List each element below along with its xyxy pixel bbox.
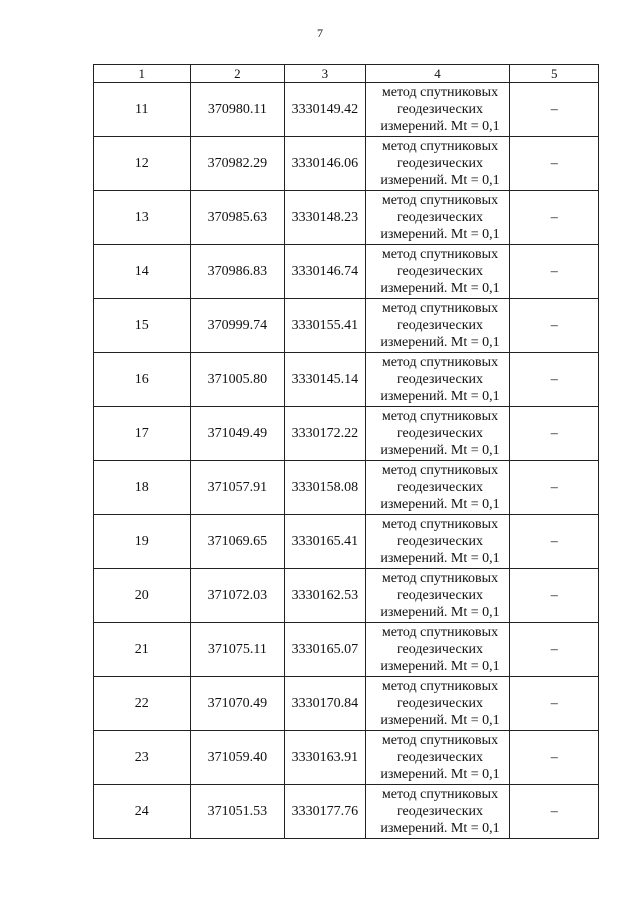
method-cell [365,515,510,569]
table-row [94,731,599,785]
method-line-1: метод спутниковых [381,679,499,694]
y-coordinate-cell: 3330165.41 [285,515,365,569]
x-coordinate-cell: 371005.80 [190,353,285,407]
x-coordinate-cell: 371051.53 [190,785,285,839]
method-cell [365,353,510,407]
method-line-3: измерений. Mt = 0,1 [380,767,500,782]
x-coordinate-cell: 371072.03 [190,569,285,623]
method-line-2: геодезических [397,264,484,279]
x-coordinate-cell: 371069.65 [190,515,285,569]
method-line-3: измерений. Mt = 0,1 [380,713,500,728]
method-line-3: измерений. Mt = 0,1 [380,389,500,404]
x-coordinate-cell: 370986.83 [190,245,285,299]
y-coordinate-cell: 3330155.41 [285,299,365,353]
method-line-3: измерений. Mt = 0,1 [380,605,500,620]
page-number: 7 [317,26,323,40]
method-cell [365,137,510,191]
table-row [94,83,599,137]
y-coordinate-cell: 3330146.74 [285,245,365,299]
note-cell: – [510,515,599,569]
x-coordinate-cell: 370985.63 [190,191,285,245]
method-line-1: метод спутниковых [381,571,499,586]
point-number-cell: 13 [94,191,191,245]
x-coordinate-cell: 371057.91 [190,461,285,515]
x-coordinate-cell: 371075.11 [190,623,285,677]
point-number-cell: 15 [94,299,191,353]
point-number-cell: 22 [94,677,191,731]
note-cell: – [510,137,599,191]
point-number-cell: 24 [94,785,191,839]
table-row [94,623,599,677]
method-cell [365,785,510,839]
table-row [94,461,599,515]
method-line-3: измерений. Mt = 0,1 [380,659,500,674]
method-cell [365,731,510,785]
table-body [94,83,599,839]
header-row [94,65,599,83]
method-cell [365,569,510,623]
method-line-1: метод спутниковых [381,355,499,370]
method-line-2: геодезических [397,804,484,819]
method-line-3: измерений. Mt = 0,1 [380,281,500,296]
method-line-2: геодезических [397,480,484,495]
x-coordinate-cell: 370982.29 [190,137,285,191]
point-number-cell: 17 [94,407,191,461]
table-row [94,515,599,569]
method-line-2: геодезических [397,642,484,657]
method-cell [365,461,510,515]
method-line-3: измерений. Mt = 0,1 [380,821,500,836]
method-line-2: геодезических [397,102,484,117]
point-number-cell: 19 [94,515,191,569]
table-row [94,569,599,623]
method-line-2: геодезических [397,372,484,387]
method-line-2: геодезических [397,156,484,171]
header-col-2: 2 [190,65,285,83]
method-line-2: геодезических [397,750,484,765]
y-coordinate-cell: 3330148.23 [285,191,365,245]
method-line-1: метод спутниковых [381,463,499,478]
method-line-2: геодезических [397,534,484,549]
note-cell: – [510,353,599,407]
table-row [94,191,599,245]
method-cell [365,245,510,299]
header-col-3: 3 [285,65,365,83]
y-coordinate-cell: 3330158.08 [285,461,365,515]
x-coordinate-cell: 370980.11 [190,83,285,137]
method-line-3: измерений. Mt = 0,1 [380,497,500,512]
note-cell: – [510,677,599,731]
point-number-cell: 21 [94,623,191,677]
method-line-2: геодезических [397,696,484,711]
method-line-3: измерений. Mt = 0,1 [380,335,500,350]
point-number-cell: 11 [94,83,191,137]
method-cell [365,191,510,245]
note-cell: – [510,731,599,785]
point-number-cell: 18 [94,461,191,515]
method-cell [365,83,510,137]
y-coordinate-cell: 3330177.76 [285,785,365,839]
note-cell: – [510,245,599,299]
table-row [94,137,599,191]
method-line-3: измерений. Mt = 0,1 [380,443,500,458]
y-coordinate-cell: 3330162.53 [285,569,365,623]
method-line-1: метод спутниковых [381,787,499,802]
point-number-cell: 23 [94,731,191,785]
y-coordinate-cell: 3330145.14 [285,353,365,407]
y-coordinate-cell: 3330163.91 [285,731,365,785]
note-cell: – [510,461,599,515]
y-coordinate-cell: 3330170.84 [285,677,365,731]
note-cell: – [510,569,599,623]
point-number-cell: 12 [94,137,191,191]
method-line-1: метод спутниковых [381,85,499,100]
method-cell [365,677,510,731]
point-number-cell: 20 [94,569,191,623]
method-line-1: метод спутниковых [381,625,499,640]
point-number-cell: 16 [94,353,191,407]
table-row [94,299,599,353]
note-cell: – [510,299,599,353]
note-cell: – [510,407,599,461]
table-row [94,353,599,407]
header-col-1: 1 [94,65,191,83]
y-coordinate-cell: 3330172.22 [285,407,365,461]
note-cell: – [510,785,599,839]
method-line-3: измерений. Mt = 0,1 [380,173,500,188]
method-line-1: метод спутниковых [381,517,499,532]
method-line-2: геодезических [397,318,484,333]
note-cell: – [510,83,599,137]
method-line-1: метод спутниковых [381,139,499,154]
method-line-3: измерений. Mt = 0,1 [380,227,500,242]
method-line-1: метод спутниковых [381,409,499,424]
method-line-2: геодезических [397,210,484,225]
method-line-3: измерений. Mt = 0,1 [380,119,500,134]
y-coordinate-cell: 3330146.06 [285,137,365,191]
table-row [94,785,599,839]
method-cell [365,299,510,353]
table-header [94,65,599,83]
header-col-4: 4 [365,65,510,83]
header-col-5: 5 [510,65,599,83]
y-coordinate-cell: 3330165.07 [285,623,365,677]
point-number-cell: 14 [94,245,191,299]
y-coordinate-cell: 3330149.42 [285,83,365,137]
note-cell: – [510,623,599,677]
table-row [94,677,599,731]
method-line-1: метод спутниковых [381,193,499,208]
x-coordinate-cell: 371059.40 [190,731,285,785]
table-row [94,245,599,299]
note-cell: – [510,191,599,245]
table-row [94,407,599,461]
method-line-1: метод спутниковых [381,247,499,262]
method-line-1: метод спутниковых [381,301,499,316]
x-coordinate-cell: 370999.74 [190,299,285,353]
x-coordinate-cell: 371049.49 [190,407,285,461]
method-line-2: геодезических [397,588,484,603]
x-coordinate-cell: 371070.49 [190,677,285,731]
method-line-3: измерений. Mt = 0,1 [380,551,500,566]
method-line-2: геодезических [397,426,484,441]
method-line-1: метод спутниковых [381,733,499,748]
method-cell [365,407,510,461]
method-cell [365,623,510,677]
coordinates-table [93,64,599,839]
